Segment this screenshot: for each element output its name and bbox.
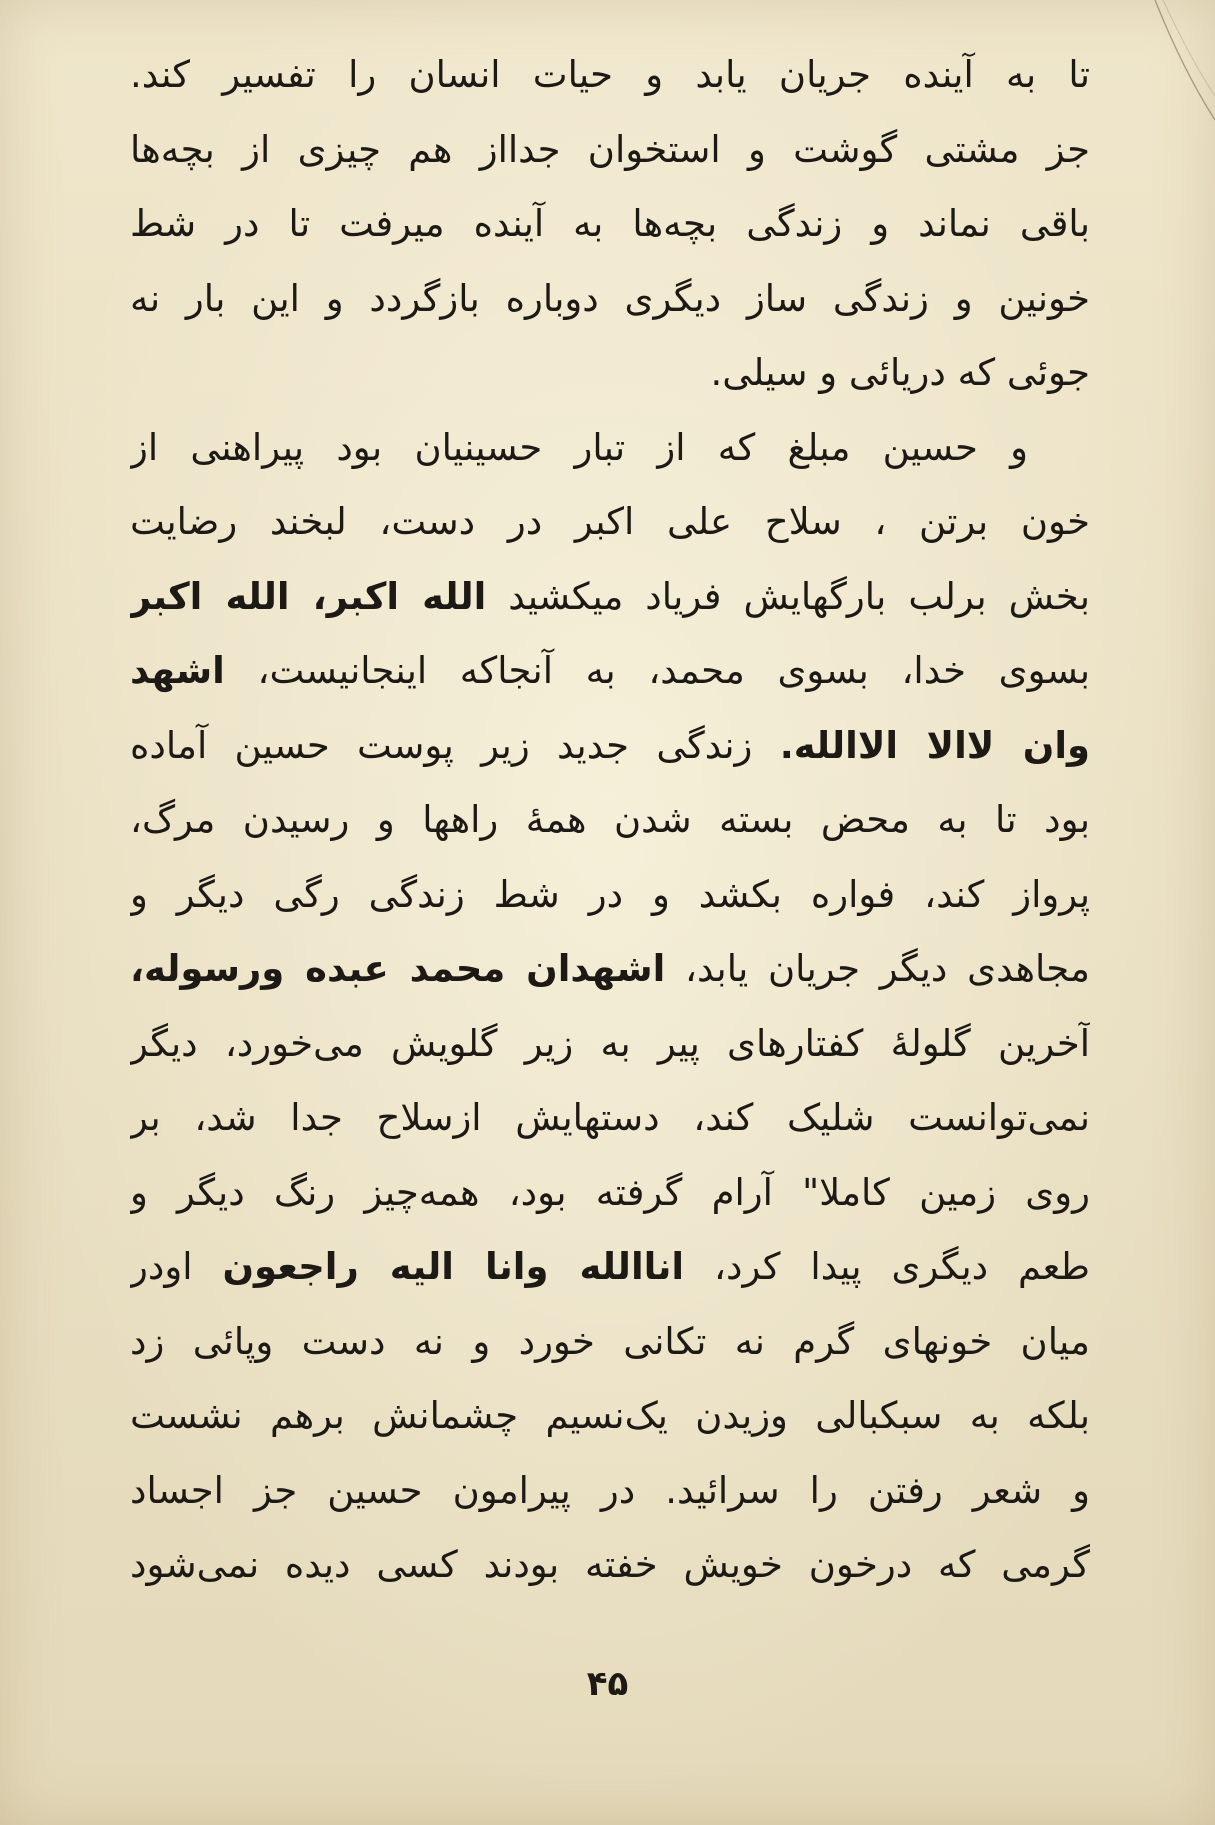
text-line (130, 709, 1090, 784)
line-text: بلکه به سبکبالی وزیدن یک‌نسیم چشمانش برهم نشست (130, 1394, 1090, 1437)
body-text (130, 38, 1090, 1603)
line-text: اودر (130, 1245, 223, 1288)
text-line: جوئی که دریائی و سیلی. (710, 351, 1090, 394)
line-text: آخرین گلولهٔ کفتارهای پیر به زیر گلویش می‌خورد، دیگر (130, 1021, 1090, 1065)
line-text: خون برتن ، سلاح علی اکبر در دست، لبخند رضایت (130, 500, 1090, 543)
bold-phrase: اشهد (130, 649, 225, 692)
text-line (130, 411, 1090, 486)
line-text: و شعر رفتن را سرائید. در پیرامون حسین جز اجساد (130, 1468, 1090, 1512)
line-text: روی زمین کاملا" آرام گرفته بود، همه‌چیز رنگ دیگر و (130, 1170, 1090, 1214)
text-line: خونین و زندگی ساز دیگری دوباره بازگردد و این بار نه (130, 276, 1090, 320)
text-line (130, 1007, 1090, 1082)
text-line (130, 560, 1090, 635)
line-text: پرواز کند، فواره بکشد و در شط زندگی رگی دیگر و (130, 872, 1090, 916)
text-line (130, 634, 1090, 709)
text-line: تا به آینده جریان یابد و حیات انسان را تفسیر کند. (130, 53, 1090, 96)
line-text: زندگی جدید زیر پوست حسین آماده (130, 723, 780, 767)
line-text: طعم دیگری پیدا کرد، (684, 1245, 1090, 1288)
bold-phrase: الله اکبر، الله اکبر (130, 574, 487, 618)
line-text: نمی‌توانست شلیک کند، دستهایش ازسلاح جدا شد، بر (130, 1096, 1090, 1139)
text-line (130, 1081, 1090, 1156)
bold-phrase: اناالله وانا الیه راجعون (222, 1245, 685, 1288)
text-line (130, 1528, 1090, 1603)
text-line (130, 485, 1090, 560)
bold-phrase: اشهدان محمد عبده ورسوله، (130, 947, 666, 990)
text-line (130, 932, 1090, 1007)
text-line (130, 1379, 1090, 1454)
text-line (130, 1230, 1090, 1305)
line-text: و حسین مبلغ که از تبار حسینیان بود پیراهنی از (130, 425, 1028, 469)
bold-phrase: وان لاالا الاالله. (779, 723, 1090, 767)
text-line (130, 858, 1090, 933)
text-line (130, 783, 1090, 858)
text-line (130, 1454, 1090, 1529)
line-text: بود تا به محض بسته شدن همهٔ راهها و رسیدن مرگ، (130, 798, 1090, 841)
line-text: مجاهدی دیگر جریان یابد، (665, 947, 1090, 990)
line-text: بسوی خدا، بسوی محمد، به آنجاکه اینجانیست، (224, 649, 1090, 692)
text-line: باقی نماند و زندگی بچه‌ها به آینده میرفت تا در شط (130, 202, 1090, 245)
line-text: بخش برلب بارگهایش فریاد میکشید (486, 574, 1090, 618)
line-text: میان خونهای گرم نه تکانی خورد و نه دست وپائی زد (130, 1319, 1090, 1363)
text-line (130, 1156, 1090, 1231)
page-corner-curl (1135, 0, 1215, 140)
page-number: ۴۵ (586, 1664, 629, 1704)
text-line (130, 1305, 1090, 1380)
text-line: جز مشتی گوشت و استخوان جدااز هم چیزی از بچه‌ها (130, 127, 1090, 171)
line-text: گرمی که درخون خویش خفته بودند کسی دیده نمی‌شود (130, 1543, 1090, 1586)
